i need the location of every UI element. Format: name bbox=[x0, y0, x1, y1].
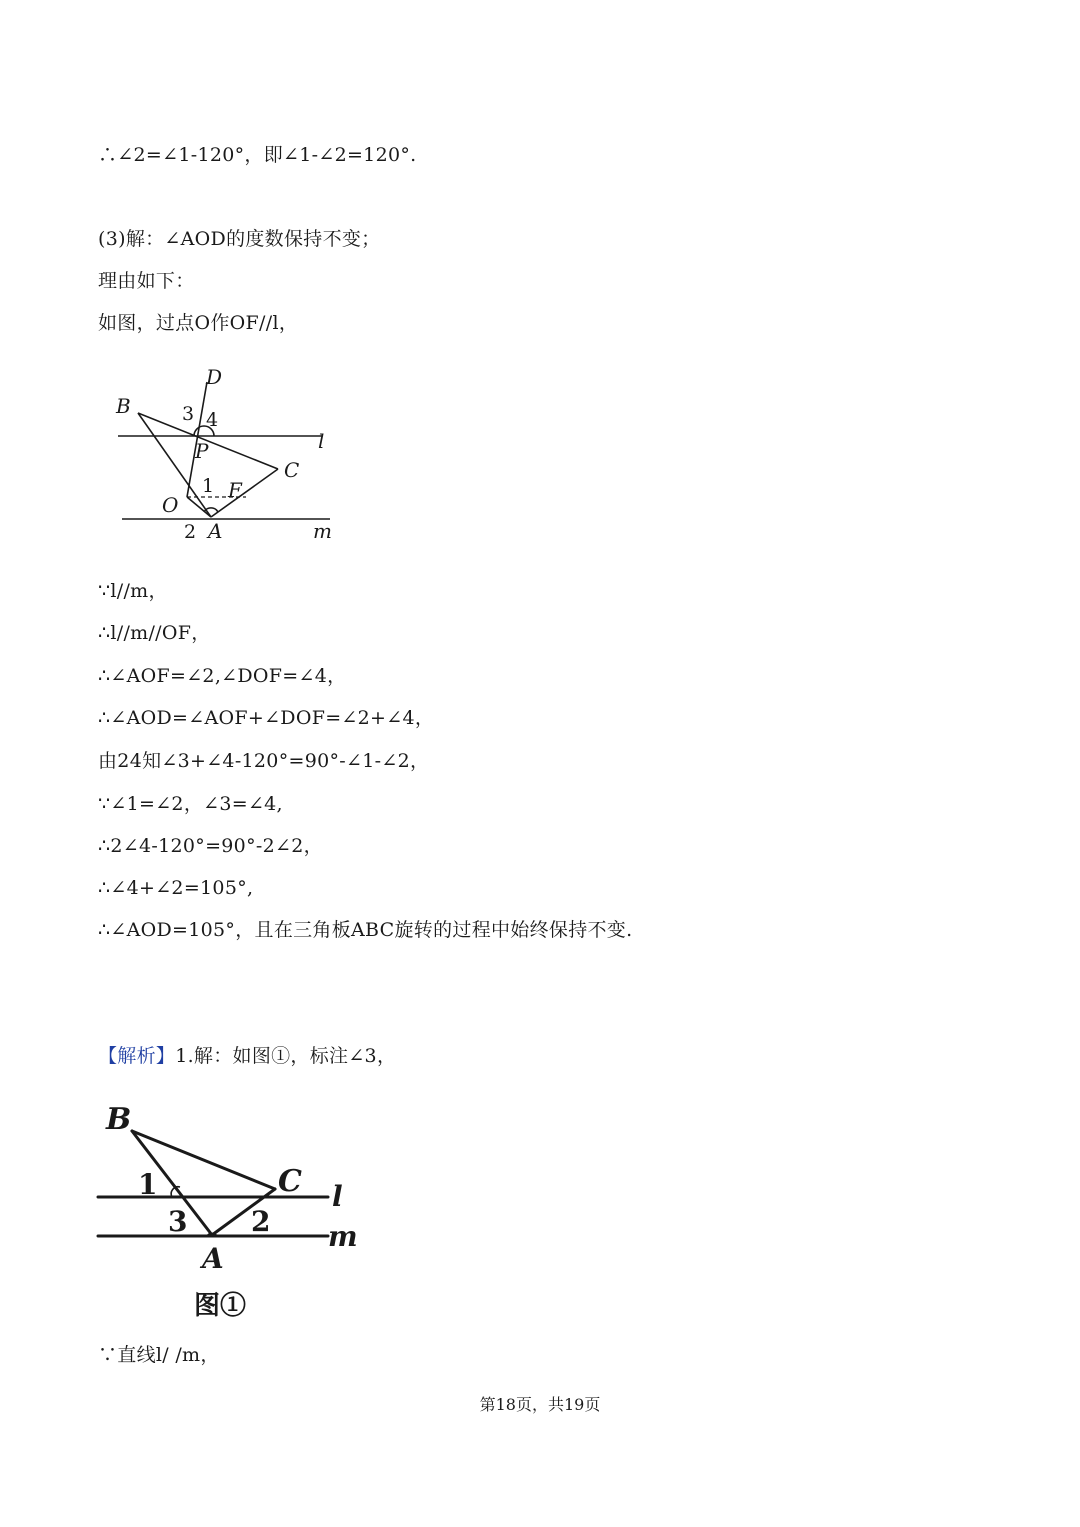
text-line-6: ∴l//m//OF， bbox=[98, 622, 211, 644]
text-line-7: ∴∠AOF=∠2,∠DOF=∠4， bbox=[98, 665, 347, 687]
text-line-11: ∴2∠4-120°=90°-2∠2， bbox=[98, 835, 323, 857]
label-angle-3: 3 bbox=[182, 403, 195, 425]
label-angle-3: 3 bbox=[168, 1205, 188, 1238]
page-footer: 第18页，共19页 bbox=[479, 1395, 601, 1414]
text-line-13: ∴∠AOD=105°，且在三角板ABC旋转的过程中始终保持不变. bbox=[98, 919, 633, 941]
label-l: l bbox=[318, 429, 325, 453]
text-line-9: 由24知∠3+∠4-120°=90°-∠1-∠2， bbox=[98, 750, 430, 772]
label-B: B bbox=[106, 1102, 132, 1137]
analysis-line: 【解析】1.解：如图①，标注∠3， bbox=[98, 1045, 397, 1067]
label-angle-1: 1 bbox=[138, 1168, 158, 1201]
text-line-1: ∴∠2=∠1-120°，即∠1-∠2=120°. bbox=[98, 144, 417, 166]
label-angle-1: 1 bbox=[202, 475, 215, 497]
label-B: B bbox=[116, 394, 131, 418]
text-line-3: 理由如下： bbox=[98, 270, 195, 292]
label-m: m bbox=[313, 519, 332, 543]
label-angle-2: 2 bbox=[184, 521, 197, 543]
label-A: A bbox=[208, 519, 223, 543]
text-line-5: ∵l//m， bbox=[98, 580, 168, 602]
analysis-tag: 【解析】 bbox=[98, 1045, 176, 1067]
label-l: l bbox=[332, 1180, 343, 1213]
label-angle-2: 2 bbox=[251, 1205, 271, 1238]
text-line-4: 如图，过点O作OF//l， bbox=[98, 312, 299, 334]
geometry-figure-2 bbox=[96, 1096, 361, 1326]
label-F: F bbox=[228, 478, 242, 502]
label-D: D bbox=[206, 365, 223, 389]
segment-CA bbox=[211, 469, 278, 517]
text-line-12: ∴∠4+∠2=105°, bbox=[98, 877, 254, 899]
text-line-15: ∵直线l/ /m， bbox=[98, 1344, 220, 1366]
label-O: O bbox=[162, 493, 179, 517]
label-P: P bbox=[195, 439, 209, 463]
label-C: C bbox=[284, 458, 300, 482]
label-m: m bbox=[328, 1220, 358, 1253]
text-line-8: ∴∠AOD=∠AOF+∠DOF=∠2+∠4， bbox=[98, 707, 435, 729]
label-angle-4: 4 bbox=[206, 409, 219, 431]
text-line-10: ∵∠1=∠2，∠3=∠4, bbox=[98, 793, 283, 815]
text-line-2: (3)解：∠AOD的度数保持不变； bbox=[98, 228, 381, 250]
label-C: C bbox=[278, 1164, 302, 1199]
figure-caption: 图① bbox=[194, 1291, 247, 1321]
label-A: A bbox=[202, 1242, 224, 1275]
geometry-figure-1 bbox=[108, 360, 348, 545]
